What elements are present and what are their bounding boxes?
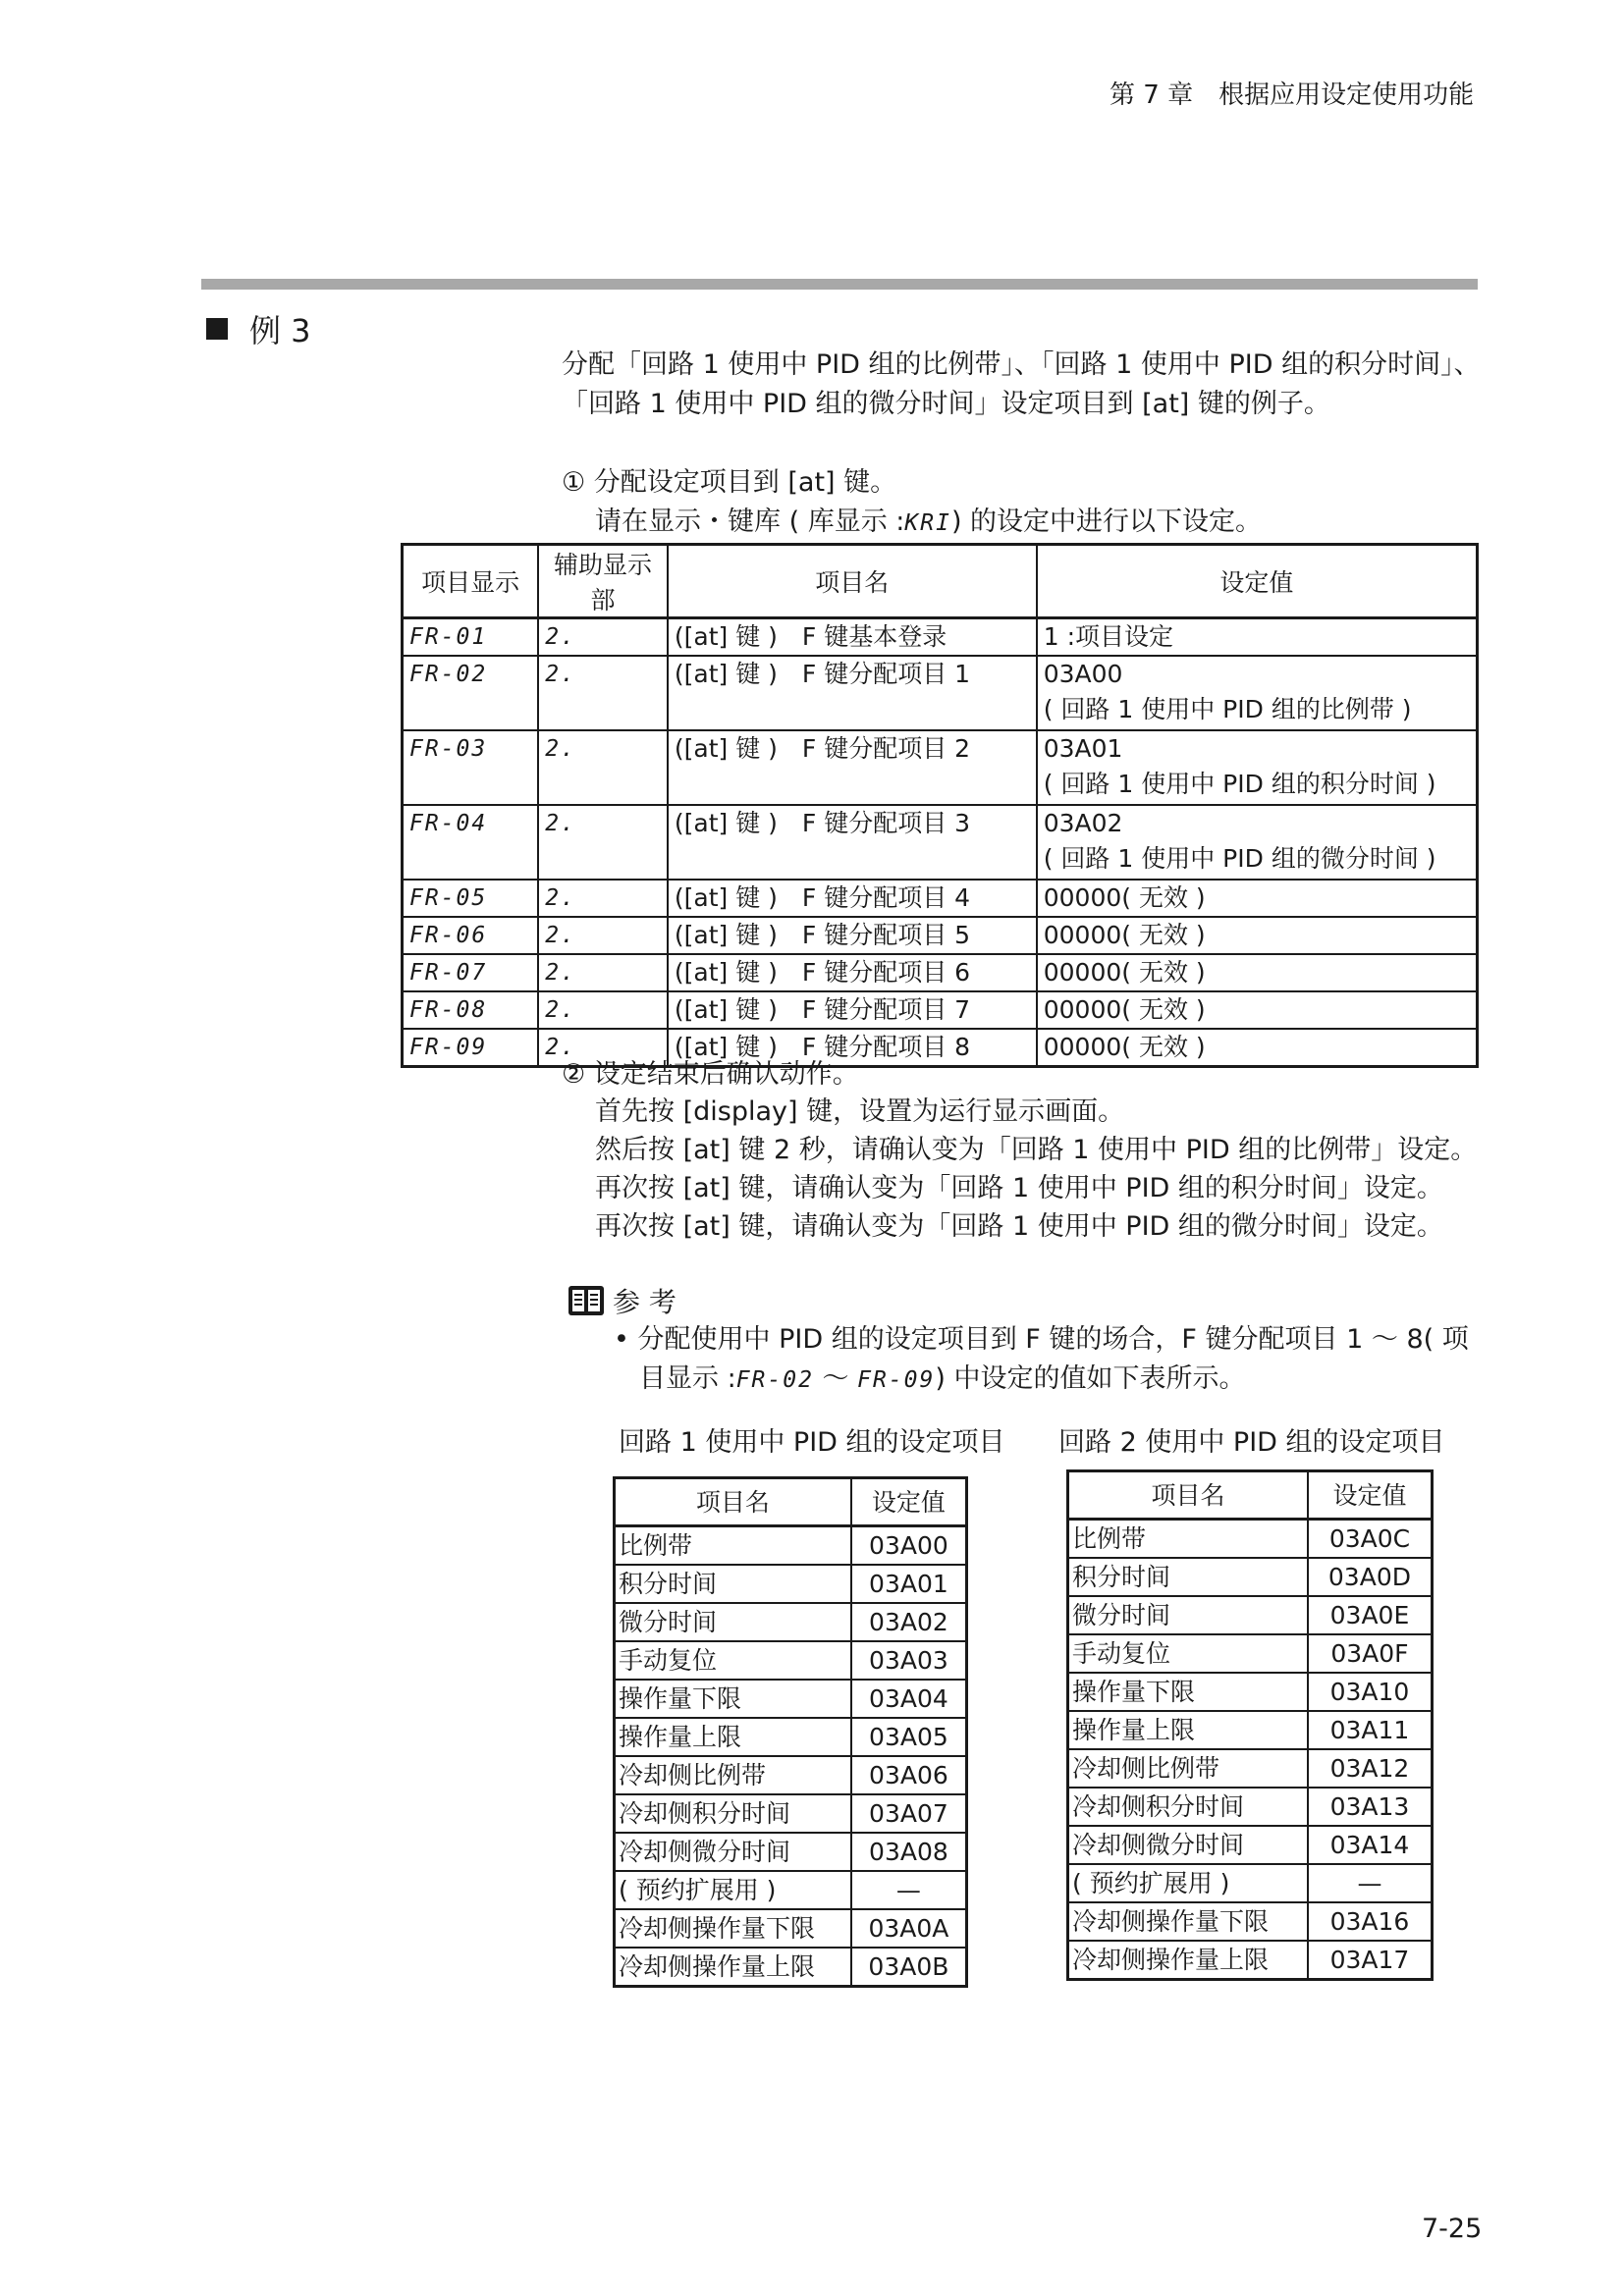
table-row bbox=[1068, 1711, 1433, 1749]
item-name: ( 预约扩展用 ) bbox=[615, 1871, 851, 1909]
item-name: 冷却侧微分时间 bbox=[615, 1833, 851, 1871]
column-header: 设定值 bbox=[1037, 545, 1478, 618]
setting-value: 03A0D bbox=[1308, 1558, 1433, 1596]
setting-value: 03A11 bbox=[1308, 1711, 1433, 1749]
setting-value bbox=[1037, 805, 1478, 880]
item-name: 手动复位 bbox=[1068, 1634, 1308, 1673]
aux-display: 2. bbox=[538, 917, 668, 954]
table-row bbox=[615, 1909, 967, 1948]
item-name: 微分时间 bbox=[1068, 1596, 1308, 1634]
bank-display-code: KRI bbox=[904, 510, 951, 536]
setting-value: 03A08 bbox=[851, 1833, 967, 1871]
aux-display: 2. bbox=[538, 1029, 668, 1067]
setting-value: 03A13 bbox=[1308, 1788, 1433, 1826]
item-name: 冷却侧操作量上限 bbox=[615, 1948, 851, 1987]
loop2-settings-table bbox=[1066, 1469, 1434, 1981]
item-name: ([at] 键 ) F 键分配项目 6 bbox=[668, 954, 1037, 991]
item-name: 操作量上限 bbox=[615, 1718, 851, 1756]
table-row bbox=[403, 730, 1478, 805]
table-row bbox=[403, 991, 1478, 1029]
step2-instructions bbox=[595, 1093, 1477, 1246]
table-row bbox=[1068, 1749, 1433, 1788]
table-row bbox=[1068, 1826, 1433, 1864]
table-row bbox=[615, 1756, 967, 1794]
item-name: 积分时间 bbox=[615, 1565, 851, 1603]
setting-value: 03A16 bbox=[1308, 1902, 1433, 1941]
aux-display: 2. bbox=[538, 991, 668, 1029]
item-display-code: FR-07 bbox=[403, 954, 539, 991]
table-row bbox=[403, 954, 1478, 991]
column-header: 设定值 bbox=[1308, 1471, 1433, 1520]
table-row bbox=[615, 1680, 967, 1718]
step2-line: 首先按 [display] 键，设置为运行显示画面。 bbox=[595, 1096, 1125, 1127]
table-row bbox=[615, 1641, 967, 1680]
table-header-row bbox=[1068, 1471, 1433, 1520]
loop2-table-caption: 回路 2 使用中 PID 组的设定项目 bbox=[1058, 1427, 1445, 1458]
item-name: ( 预约扩展用 ) bbox=[1068, 1864, 1308, 1902]
table-header-row bbox=[403, 545, 1478, 618]
setting-value: 00000( 无效 ) bbox=[1037, 1029, 1478, 1067]
setting-value: 03A0F bbox=[1308, 1634, 1433, 1673]
setting-value-code: 03A01 bbox=[1043, 734, 1123, 763]
setting-value: 03A0E bbox=[1308, 1596, 1433, 1634]
setting-value-note: ( 回路 1 使用中 PID 组的比例带 ) bbox=[1043, 695, 1412, 723]
table-row bbox=[615, 1833, 967, 1871]
example-heading bbox=[206, 306, 311, 351]
setting-value: 03A06 bbox=[851, 1756, 967, 1794]
item-display-code: FR-05 bbox=[403, 880, 539, 917]
step1-instruction bbox=[595, 503, 1262, 543]
reference-title-text: 参 考 bbox=[613, 1286, 677, 1318]
step1-instruction-suffix: ) 的设定中进行以下设定。 bbox=[950, 507, 1263, 537]
item-display-code: FR-02 bbox=[403, 656, 539, 730]
aux-display: 2. bbox=[538, 656, 668, 730]
item-name: 操作量下限 bbox=[615, 1680, 851, 1718]
table-row bbox=[403, 805, 1478, 880]
item-name: 冷却侧微分时间 bbox=[1068, 1826, 1308, 1864]
setting-value: 00000( 无效 ) bbox=[1037, 991, 1478, 1029]
item-name: 冷却侧比例带 bbox=[615, 1756, 851, 1794]
setting-value: 03A12 bbox=[1308, 1749, 1433, 1788]
step2-title: ② 设定结束后确认动作。 bbox=[562, 1059, 859, 1090]
item-name: ([at] 键 ) F 键分配项目 3 bbox=[668, 805, 1037, 880]
column-header: 项目名 bbox=[615, 1478, 851, 1526]
key-assignment-table bbox=[401, 543, 1479, 1068]
item-name: 比例带 bbox=[1068, 1520, 1308, 1559]
book-icon bbox=[568, 1284, 605, 1317]
table-row bbox=[615, 1948, 967, 1987]
step2-line: 然后按 [at] 键 2 秒，请确认变为「回路 1 使用中 PID 组的比例带」设定。 bbox=[595, 1135, 1478, 1165]
step2-line: 再次按 [at] 键，请确认变为「回路 1 使用中 PID 组的积分时间」设定。 bbox=[595, 1173, 1443, 1203]
reference-line: • 分配使用中 PID 组的设定项目到 F 键的场合，F 键分配项目 1 ～ 8( 项 bbox=[614, 1324, 1469, 1355]
setting-value: 03A0A bbox=[851, 1909, 967, 1948]
table-row bbox=[615, 1603, 967, 1641]
item-name: 冷却侧积分时间 bbox=[1068, 1788, 1308, 1826]
example-intro bbox=[562, 346, 1481, 424]
setting-value bbox=[1037, 656, 1478, 730]
item-display-code: FR-01 bbox=[403, 618, 539, 657]
step2-line: 再次按 [at] 键，请确认变为「回路 1 使用中 PID 组的微分时间」设定。 bbox=[595, 1211, 1443, 1242]
loop1-settings-table bbox=[613, 1476, 968, 1988]
table-header-row bbox=[615, 1478, 967, 1526]
table-row bbox=[1068, 1864, 1433, 1902]
example-heading-text: 例 3 bbox=[249, 312, 311, 349]
item-name: 操作量下限 bbox=[1068, 1673, 1308, 1711]
setting-value: 03A05 bbox=[851, 1718, 967, 1756]
setting-value: 1 :项目设定 bbox=[1037, 618, 1478, 657]
item-name: ([at] 键 ) F 键分配项目 4 bbox=[668, 880, 1037, 917]
square-bullet-icon bbox=[206, 318, 228, 340]
setting-value: — bbox=[851, 1871, 967, 1909]
item-name: 冷却侧操作量上限 bbox=[1068, 1941, 1308, 1980]
table-row bbox=[1068, 1520, 1433, 1559]
table-row bbox=[615, 1718, 967, 1756]
aux-display: 2. bbox=[538, 954, 668, 991]
item-display-code: FR-03 bbox=[403, 730, 539, 805]
item-name: 比例带 bbox=[615, 1526, 851, 1566]
intro-line: 「回路 1 使用中 PID 组的微分时间」设定项目到 [at] 键的例子。 bbox=[562, 389, 1330, 419]
column-header: 项目名 bbox=[1068, 1471, 1308, 1520]
item-name: 手动复位 bbox=[615, 1641, 851, 1680]
item-name: 冷却侧操作量下限 bbox=[1068, 1902, 1308, 1941]
item-name: 冷却侧比例带 bbox=[1068, 1749, 1308, 1788]
page-number: 7-25 bbox=[1422, 2214, 1483, 2244]
setting-value: 03A10 bbox=[1308, 1673, 1433, 1711]
column-header: 项目显示 bbox=[403, 545, 539, 618]
item-display-code: FR-09 bbox=[857, 1367, 936, 1393]
item-display-code: FR-09 bbox=[403, 1029, 539, 1067]
setting-value: 03A07 bbox=[851, 1794, 967, 1833]
table-row bbox=[403, 656, 1478, 730]
table-row bbox=[615, 1871, 967, 1909]
step1-title: ① 分配设定项目到 [at] 键。 bbox=[562, 467, 897, 498]
setting-value: 03A03 bbox=[851, 1641, 967, 1680]
setting-value: 00000( 无效 ) bbox=[1037, 880, 1478, 917]
aux-display: 2. bbox=[538, 880, 668, 917]
table-row bbox=[1068, 1634, 1433, 1673]
reference-note-body bbox=[614, 1320, 1469, 1400]
item-display-code: FR-02 bbox=[735, 1367, 814, 1393]
item-name: 积分时间 bbox=[1068, 1558, 1308, 1596]
table-row bbox=[1068, 1673, 1433, 1711]
item-name: ([at] 键 ) F 键分配项目 7 bbox=[668, 991, 1037, 1029]
setting-value bbox=[1037, 730, 1478, 805]
item-display-code: FR-08 bbox=[403, 991, 539, 1029]
setting-value: 00000( 无效 ) bbox=[1037, 917, 1478, 954]
reference-note-title bbox=[568, 1281, 677, 1320]
aux-display: 2. bbox=[538, 618, 668, 657]
reference-line bbox=[614, 1360, 1469, 1400]
table-row bbox=[1068, 1558, 1433, 1596]
table-row bbox=[1068, 1902, 1433, 1941]
column-header: 辅助显示部 bbox=[538, 545, 668, 618]
reference-line2-suffix: ) 中设定的值如下表所示。 bbox=[935, 1363, 1246, 1394]
table-row bbox=[615, 1565, 967, 1603]
setting-value: 03A17 bbox=[1308, 1941, 1433, 1980]
table-row bbox=[1068, 1941, 1433, 1980]
table-row bbox=[1068, 1596, 1433, 1634]
aux-display: 2. bbox=[538, 730, 668, 805]
column-header: 项目名 bbox=[668, 545, 1037, 618]
table-row bbox=[403, 917, 1478, 954]
section-divider bbox=[201, 279, 1478, 290]
setting-value: 03A0C bbox=[1308, 1520, 1433, 1559]
setting-value: — bbox=[1308, 1864, 1433, 1902]
item-display-code: FR-04 bbox=[403, 805, 539, 880]
table-row bbox=[615, 1794, 967, 1833]
setting-value: 03A00 bbox=[851, 1526, 967, 1566]
intro-line: 分配「回路 1 使用中 PID 组的比例带」、「回路 1 使用中 PID 组的积分时间」、 bbox=[562, 349, 1481, 380]
item-name: ([at] 键 ) F 键分配项目 8 bbox=[668, 1029, 1037, 1067]
setting-value: 03A02 bbox=[851, 1603, 967, 1641]
setting-value: 03A14 bbox=[1308, 1826, 1433, 1864]
item-name: 冷却侧操作量下限 bbox=[615, 1909, 851, 1948]
setting-value-code: 03A02 bbox=[1043, 809, 1123, 837]
item-name: ([at] 键 ) F 键分配项目 5 bbox=[668, 917, 1037, 954]
item-display-code: FR-06 bbox=[403, 917, 539, 954]
item-name: 操作量上限 bbox=[1068, 1711, 1308, 1749]
table-row bbox=[615, 1526, 967, 1566]
setting-value-code: 03A00 bbox=[1043, 660, 1123, 688]
column-header: 设定值 bbox=[851, 1478, 967, 1526]
loop1-table-caption: 回路 1 使用中 PID 组的设定项目 bbox=[619, 1427, 1005, 1458]
item-name: ([at] 键 ) F 键分配项目 1 bbox=[668, 656, 1037, 730]
chapter-header: 第 7 章 根据应用设定使用功能 bbox=[1110, 80, 1475, 110]
item-name: 微分时间 bbox=[615, 1603, 851, 1641]
setting-value-note: ( 回路 1 使用中 PID 组的微分时间 ) bbox=[1043, 844, 1436, 873]
aux-display: 2. bbox=[538, 805, 668, 880]
setting-value: 00000( 无效 ) bbox=[1037, 954, 1478, 991]
reference-line2-prefix: 目显示 : bbox=[639, 1363, 736, 1394]
setting-value-note: ( 回路 1 使用中 PID 组的积分时间 ) bbox=[1043, 770, 1436, 798]
table-row bbox=[403, 880, 1478, 917]
table-row bbox=[403, 618, 1478, 657]
setting-value: 03A0B bbox=[851, 1948, 967, 1987]
item-name: 冷却侧积分时间 bbox=[615, 1794, 851, 1833]
step1-instruction-prefix: 请在显示・键库 ( 库显示 : bbox=[595, 507, 905, 537]
item-name: ([at] 键 ) F 键基本登录 bbox=[668, 618, 1037, 657]
setting-value: 03A01 bbox=[851, 1565, 967, 1603]
setting-value: 03A04 bbox=[851, 1680, 967, 1718]
range-tilde: ～ bbox=[813, 1363, 858, 1394]
table-row bbox=[1068, 1788, 1433, 1826]
item-name: ([at] 键 ) F 键分配项目 2 bbox=[668, 730, 1037, 805]
